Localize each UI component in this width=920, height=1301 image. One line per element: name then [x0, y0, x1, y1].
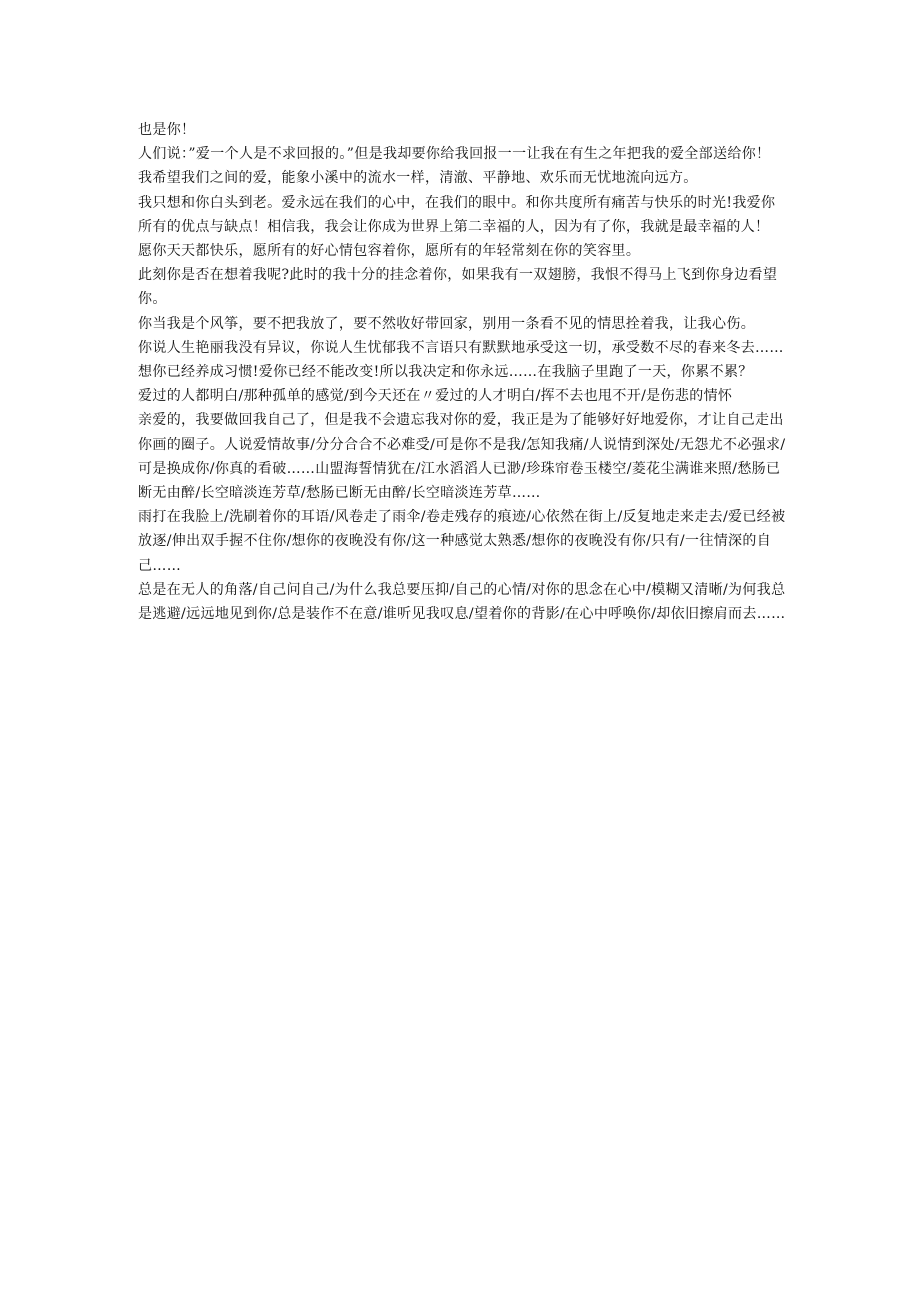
paragraph: 雨打在我脸上/洗刷着你的耳语/风卷走了雨伞/卷走残存的痕迹/心依然在街上/反复地走来走去/爱已经被放逐/伸出双手握不住你/想你的夜晚没有你/这一种感觉太熟悉/想你的夜晚没有你/只有/一往情深的自己…… [138, 509, 786, 574]
paragraph: 我希望我们之间的爱，能象小溪中的流水一样，清澈、平静地、欢乐而无忧地流向远方。 [138, 170, 698, 187]
paragraph: 此刻你是否在想着我呢?此时的我十分的挂念着你，如果我有一双翅膀，我恨不得马上飞到你身边看望你。 [138, 267, 778, 308]
paragraph: 爱过的人都明白/那种孤单的感觉/到今天还在〃爱过的人才明白/挥不去也甩不开/是伤悲的情怀 [138, 388, 733, 405]
paragraph: 也是你！ [138, 122, 196, 138]
paragraph: 你当我是个风筝，要不把我放了，要不然收好带回家，别用一条看不见的情思拴着我，让我心伤。 [138, 315, 756, 332]
paragraph: 你说人生艳丽我没有异议，你说人生忧郁我不言语只有默默地承受这一切，承受数不尽的春来冬去…… [138, 339, 784, 356]
document-body [138, 118, 788, 626]
paragraph: 亲爱的，我要做回我自己了，但是我不会遗忘我对你的爱，我正是为了能够好好地爱你，才让自己走出你画的圈子。人说爱情故事/分分合合不必难受/可是你不是我/怎知我痛/人说情到深处/无怨尤不必强求/可是换成你/你真的看破……山盟海誓情犹在/江水滔滔人已渺/珍珠帘卷玉楼空/菱花尘满谁来照/愁肠已断无由醉/长空暗淡连芳草/愁肠已断无由醉/长空暗淡连芳草…… [138, 412, 786, 502]
paragraph: 我只想和你白头到老。爱永远在我们的心中，在我们的眼中。和你共度所有痛苦与快乐的时光!我爱你所有的优点与缺点！相信我，我会让你成为世界上第二幸福的人，因为有了你，我就是最幸福的人！ [138, 194, 776, 235]
paragraph: 想你已经养成习惯!爱你已经不能改变!所以我决定和你永远……在我脑子里跑了一天，你累不累？ [138, 364, 753, 381]
paragraph: 总是在无人的角落/自己问自己/为什么我总要压抑/自己的心情/对你的思念在心中/模糊又清晰/为何我总是逃避/远远地见到你/总是装作不在意/谁听见我叹息/望着你的背影/在心中呼唤你/却依旧擦肩而去…… [138, 581, 786, 623]
paragraph: 人们说：”爱一个人是不求回报的。”但是我却要你给我回报一一让我在有生之年把我的爱全部送给你！ [138, 146, 771, 163]
paragraph: 愿你天天都快乐，愿所有的好心情包容着你，愿所有的年轻常刻在你的笑容里。 [138, 243, 641, 260]
